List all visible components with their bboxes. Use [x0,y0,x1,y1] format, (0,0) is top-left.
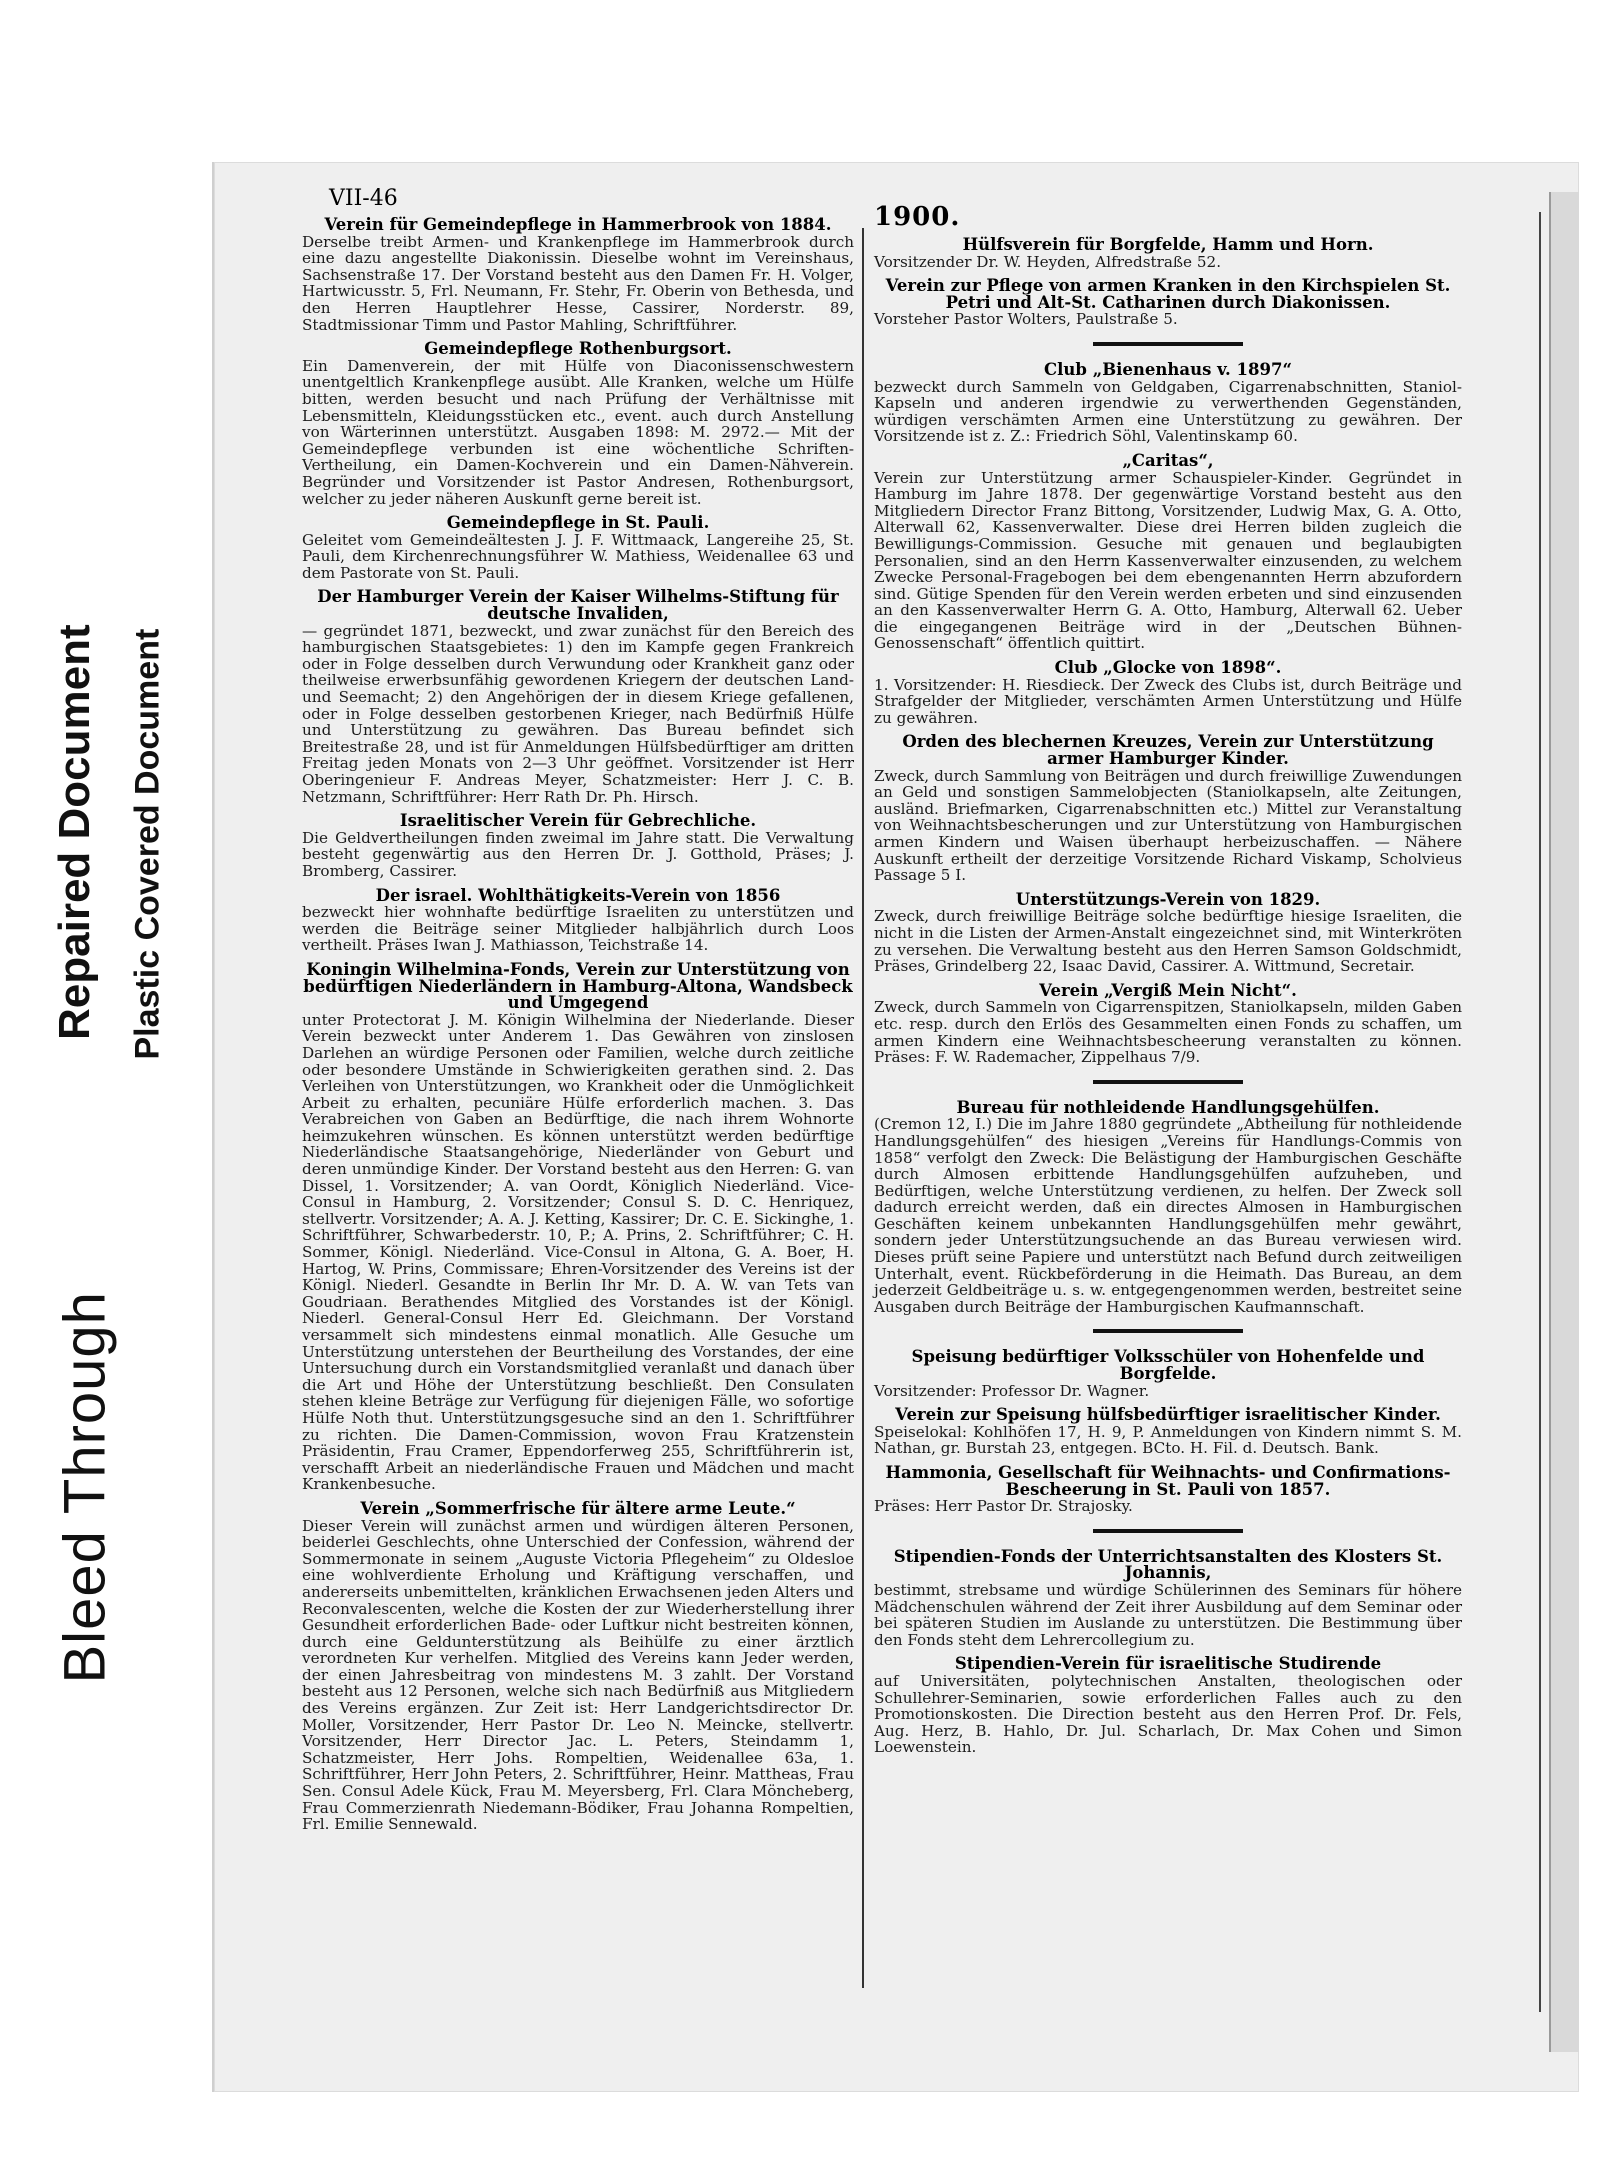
repaired-annotation: Repaired Document [50,624,99,1040]
entry-title: Stipendien-Fonds der Unterrichtsanstalten des Klosters St. Johannis, [893,1546,1443,1583]
entry-title: Club „Glocke von 1898“. [1054,658,1282,678]
entry-body: Vorsteher Pastor Wolters, Paulstraße 5. [874,310,1178,329]
entry-body: Ein Damenverein, der mit Hülfe von Diaconissenschwestern unentgeltlich Krankenpflege ausübt. Alle Kranken, welche um Hülfe bitten, werden besucht und nach Prüfung der Verhältnisse mit Lebensmitteln, Kleidungsstücken etc., event. auch durch Anstellung von Wärterinnen unterstützt. Ausgaben 1898: M. 2972.— Mit der Gemeindepflege verbunden ist eine wöchentliche Schriften-Vertheilung, ein Damen-Kochverein und ein Damen-Nähverein. Begründer und Vorsitzender ist Pastor Andresen, Rothenburgsort, welcher zu jeder näheren Auskunft gerne bereit ist. [302,356,854,508]
entry-title: Verein zur Pflege von armen Kranken in den Kirchspielen St. Petri und Alt-St. Catharinen durch Diakonissen. [885,276,1451,312]
entry-body: Vorsitzender Dr. W. Heyden, Alfredstraße 52. [874,252,1222,271]
entry-body: Die Geldvertheilungen finden zweimal im Jahre statt. Die Verwaltung besteht gegenwärtig aus den Herren Dr. J. Gotthold, Präses; J. Bromberg, Cassirer. [302,828,854,880]
entry-title: Stipendien-Verein für israelitische Studirende [954,1654,1382,1674]
entry-wilhelmina-fonds [302,959,854,1494]
entry-title: Gemeindepflege in St. Pauli. [446,513,710,533]
entry-body: Präses: Herr Pastor Dr. Strajosky. [874,1497,1133,1516]
entry-title: Hammonia, Gesellschaft für Weihnachts- und Confirmations-Bescheerung in St. Pauli von 1857. [885,1463,1451,1499]
bleed-through-annotation: Bleed Through [52,1291,118,1684]
page-year: 1900. [874,202,961,232]
entry-vergiss-mein-nicht [874,980,1462,1067]
entry-body: Zweck, durch Sammlung von Beiträgen und durch freiwillige Zuwendungen an Geld und sonstigen Sammelobjecten (Staniolkapseln, alte Zeitungen, ausländ. Briefmarken, Cigarrenabschnitten etc.) Mittel zur Veranstaltung von Weihnachtsbescherungen und zur Unterstützung von Hamburgischen armen Kindern und Waisen überhaupt herbeizuschaffen. — Nähere Auskunft ertheilt der derzeitige Vorsitzende Richard Viskamp, Scholvieus Passage 5 I. [874,766,1462,885]
section-separator [1093,1329,1243,1333]
entry-body: bestimmt, strebsame und würdige Schülerinnen des Seminars für höhere Mädchenschulen während der Zeit ihrer Ausbildung auf dem Seminar oder bei späteren Studien im Auslande zu unterstützen. Die Bestimmung über den Fonds steht dem Lehrercollegium zu. [874,1580,1462,1649]
entry-stipendien-israelitisch [874,1656,1462,1756]
entry-hammonia [874,1465,1462,1515]
entry-body: Dieser Verein will zunächst armen und würdigen älteren Personen, beiderlei Geschlechts, ohne Unterschied der Confession, während der Sommermonate in seinem „Auguste Victoria Pflegeheim“ zu Oldesloe eine wohlverdiente Erholung und Kräftigung verschaffen, und andererseits unbemittelten, kränklichen Erwachsenen jeden Alters und Reconvalescenten, welche die Kosten der zur Wiederherstellung ihrer Gesundheit erforderlichen Bade- oder Luftkur nicht bestreiten können, durch eine Geldunterstützung als Beihülfe zu einer ärztlich verordneten Kur verhelfen. Mitglied des Vereins kann Jeder werden, der einen Jahresbeitrag von mindestens M. 3 zahlt. Der Vorstand besteht aus 12 Personen, welche sich nach Bedürfniß aus Mitgliedern des Vereins ergänzen. Zur Zeit ist: Herr Landgerichtsdirector Dr. Moller, Vorsitzender, Herr Pastor Dr. Leo N. Meincke, stellvertr. Vorsitzender, Herr Director Jac. L. Peters, Steindamm 1, Schatzmeister, Herr Johs. Rompeltien, Weidenallee 63a, 1. Schriftführer, Herr John Peters, 2. Schriftführer, Heinr. Mattheas, Frau Sen. Consul Adele Kück, Frau M. Meyersberg, Frl. Clara Möncheberg, Frau Commerzienrath Niedemann-Bödiker, Frau Johanna Rompeltien, Frl. Emilie Sennewald. [302,1516,854,1834]
entry-body: Derselbe treibt Armen- und Krankenpflege im Hammerbrook durch eine dazu angestellte Diakonissin. Dieselbe wohnt im Vereinshaus, Sachsenstraße 17. Der Vorstand besteht aus den Damen Fr. H. Volger, Hartwicusstr. 5, Frl. Neumann, Fr. Stehr, Fr. Oberin von Bethesda, und den Herren Hauptlehrer Hesse, Cassirer, Norderstr. 89, Stadtmissionar Timm und Pastor Mahling, Schriftführer. [302,232,854,334]
right-rule [1539,212,1541,2012]
scanned-page [212,162,1579,2092]
entry-body: unter Protectorat J. M. Königin Wilhelmina der Niederlande. Dieser Verein bezweckt unter Anderem 1. Das Gewähren von zinslosen Darlehen an würdige Personen oder Familien, welche durch zeitliche oder besondere Umstände in Schwierigkeiten gerathen sind. 2. Das Verleihen von Unterstützungen, wo Krankheit oder die Unmöglichkeit Arbeit zu erhalten, pecuniäre Hülfe erforderlich machen. 3. Das Verabreichen von Gaben an Bedürftige, die nach ihrem Wohnorte heimzukehren wünschen. Es können unterstützt werden bedürftige Niederländische Staatsangehörige, Niederländer von Geburt und deren unmündige Kinder. Der Vorstand besteht aus den Herren: G. van Dissel, 1. Vorsitzender; A. van Oordt, Königlich Niederländ. Vice-Consul in Hamburg, 2. Vorsitzender; Consul S. D. C. Henriquez, stellvertr. Vorsitzender; A. A. J. Ketting, Kassirer; Dr. C. E. Sickinghe, 1. Schriftführer, Schwarbederstr. 10, P.; A. Prins, 2. Schriftführer; C. H. Sommer, Königl. Niederländ. Vice-Consul in Altona, G. A. Boer, H. Hartog, W. Prins, Commissare; Ehren-Vorsitzender des Vereins ist der Königl. Niederl. Gesandte in Berlin Ihr Mr. D. A. W. van Tets van Goudriaan. Berathendes Mitglied des Vorstandes ist der Königl. Niederl. General-Consul Herr Ed. Gleichmann. Der Vorstand versammelt sich mindestens einmal monatlich. Alle Gesuche um Unterstützung unterstehen der Beurtheilung des Vorstandes, der eine Untersuchung durch ein Vorstandsmitglied veranlaßt und danach über die Art und Höhe der Unterstützung beschließt. Den Consulaten stehen kleine Beträge zur Verfügung für diejenigen Fälle, wo sofortige Hülfe Noth thut. Unterstützungsgesuche sind an den 1. Schriftführer zu richten. Die Damen-Commission, wovon Frau Kratzenstein Präsidentin, Frau Cramer, Eppendorferweg 255, Schriftführerin ist, verschafft Arbeit an niederländische Frauen und Mädchen und macht Krankenbesuche. [302,1010,854,1494]
entry-body: Vorsitzender: Professor Dr. Wagner. [874,1381,1150,1400]
entry-title: Hülfsverein für Borgfelde, Hamm und Horn. [962,235,1374,254]
column-divider [862,228,864,1988]
entry-speisung-israelitisch [874,1407,1462,1457]
entry-body: — gegründet 1871, bezweckt, und zwar zunächst für den Bereich des hamburgischen Staatsgebietes: 1) den im Kampfe gegen Frankreich oder in Folge desselben durch Verwundung oder Krankheit ganz oder theilweise erwerbsunfähig gewordenen Kriegern der deutschen Land- und Seemacht; 2) den Angehörigen der in diesem Kriege gefallenen, oder in Folge desselben gestorbenen Krieger, nach Bedürfniß Hülfe und Unterstützung zu gewähren. Das Bureau befindet sich Breitestraße 28, und ist für Anmeldungen Hülfsbedürftiger am dritten Freitag jeden Monats von 2—3 Uhr geöffnet. Vorsitzender ist Herr Oberingenieur F. Andreas Meyer, Schatzmeister: Herr J. C. B. Netzmann, Schriftführer: Herr Rath Dr. Ph. Hirsch. [302,621,854,806]
entry-body: auf Universitäten, polytechnischen Anstalten, theologischen oder Schullehrer-Seminarien, sowie erforderlichen Falles auch zu den Promotionskosten. Die Direction besteht aus den Herren Prof. Dr. Fels, Aug. Herz, B. Hahlo, Dr. Jul. Scharlach, Dr. Max Cohen und Simon Loewenstein. [874,1671,1462,1757]
entry-title: Speisung bedürftiger Volksschüler von Hohenfelde und Borgfelde. [911,1347,1425,1384]
section-separator [1093,342,1243,346]
entry-caritas [874,450,1462,653]
entry-body: 1. Vorsitzender: H. Riesdieck. Der Zweck des Clubs ist, durch Beiträge und Strafgelder der Mitglieder, verschämten Armen Unterstützung und Hülfe zu gewähren. [874,675,1462,727]
plastic-annotation: Plastic Covered Document [128,628,167,1060]
entry-st-petri [874,278,1462,328]
entry-kaiser-wilhelms-stiftung [302,589,854,805]
section-separator [1093,1080,1243,1084]
page-edge [1549,192,1579,2052]
entry-title: Bureau für nothleidende Handlungsgehülfen. [956,1097,1380,1117]
section-separator [1093,1529,1243,1533]
entry-rothenburgsort [302,341,854,507]
entry-title: Verein für Gemeindepflege in Hammerbrook von 1884. [324,215,832,234]
entry-body: Zweck, durch freiwillige Beiträge solche bedürftige hiesige Israeliten, die nicht in die Listen der Armen-Anstalt eingezeichnet sind, mit Winterkröten zu versehen. Die Verwaltung besteht aus den Herren Samson Goldschmidt, Präses, Grindelberg 22, Isaac David, Cassirer. A. Wittmund, Secretair. [874,907,1462,976]
entry-title: „Caritas“, [1122,450,1214,470]
entry-title: Israelitischer Verein für Gebrechliche. [399,811,757,831]
entry-body: Zweck, durch Sammeln von Cigarrenspitzen, Staniolkapseln, milden Gaben etc. resp. durch den Erlös des Gesammelten einen Fonds zu schaffen, um armen Kindern eine Weihnachtsbescheerung veranstalten zu können. Präses: F. W. Rademacher, Zippelhaus 7/9. [874,998,1462,1067]
entry-blechernes-kreuz [874,734,1462,883]
entry-st-pauli [302,515,854,581]
left-column [302,217,854,1841]
entry-stipendien-johannis [874,1546,1462,1649]
entry-title: Der Hamburger Verein der Kaiser Wilhelms-Stiftung für deutsche Invaliden, [317,587,839,624]
entry-speisung-volksschueler [874,1349,1462,1399]
entry-title: Unterstützungs-Verein von 1829. [1015,889,1321,909]
entry-sommerfrische [302,1498,854,1834]
entry-handlungsgehuelfen [874,1097,1462,1316]
entry-title: Orden des blechernen Kreuzes, Verein zur Unterstützung armer Hamburger Kinder. [902,732,1434,769]
entry-wohlthaetigkeits-verein [302,885,854,955]
entry-body: Verein zur Unterstützung armer Schauspieler-Kinder. Gegründet in Hamburg im Jahre 1878. Der gegenwärtige Vorstand besteht aus den Mitgliedern Director Franz Bittong, Vorsitzender, Ludwig Max, G. A. Otto, Alterwall 62, Kassenverwalter. Diese drei Herren bilden zugleich die Bewilligungs-Commission. Gesuche mit genauen und beglaubigten Personalien, sind an den Herrn Kassenverwalter einzusenden, zu welchem Zwecke Personal-Fragebogen bei dem ebengenannten Herrn abzufordern sind. Gütige Spenden für den Verein werden erbeten und sind einzusenden an den Kassenverwalter Herrn G. A. Otto, Hamburg, Alterwall 62. Ueber die eingegangenen Beiträge wird in der „Deutschen Bühnen-Genossenschaft“ öffentlich quittirt. [874,468,1462,653]
entry-body: Speiselokal: Kohlhöfen 17, H. 9, P. Anmeldungen von Kindern nimmt S. M. Nathan, gr. Burstah 23, entgegen. BCto. H. Fil. d. Deutsch. Bank. [874,1422,1462,1458]
entry-body: (Cremon 12, I.) Die im Jahre 1880 gegründete „Abtheilung für nothleidende Handlungsgehülfen“ des hiesigen „Vereins für Handlungs-Commis von 1858“ verfolgt den Zweck: Die Belästigung der Hamburgischen Geschäfte durch Almosen erbittende Handlungsgehülfen aufzuheben, und Bedürftigen, welche Unterstützung verdienen, zu helfen. Der Zweck soll dadurch erreicht werden, daß ein directes Almosen in Hamburgischen Geschäften keinem unbekannten Handlungsgehülfen mehr gewährt, sondern jeder Unterstützungsuchende an das Bureau verwiesen wird. Dieses prüft seine Papiere und unterstützt nach Befund durch zeitweiligen Unterhalt, event. Rückbeförderung in die Heimath. Das Bureau, an dem jederzeit Geldbeiträge u. s. w. entgegengenommen werden, bestreitet seine Ausgaben durch Beiträge der Hamburgischen Kaufmannschaft. [874,1115,1462,1316]
entry-hammerbrook [302,217,854,333]
entry-title: Koningin Wilhelmina-Fonds, Verein zur Unterstützung von bedürftigen Niederländern in Hamburg-Altona, Wandsbeck und Umgegend [303,959,853,1013]
entry-title: Verein „Sommerfrische für ältere arme Leute.“ [360,1498,796,1518]
entry-body: bezweckt durch Sammeln von Geldgaben, Cigarrenabschnitten, Staniol-Kapseln und anderen irgendwie zu verwerthenden Gegenständen, würdigen verschämten Armen eine Unterstützung zu gewähren. Der Vorsitzende ist z. Z.: Friedrich Söhl, Valentinskamp 60. [874,377,1462,446]
entry-body: Geleitet vom Gemeindeältesten J. J. F. Wittmaack, Langereihe 25, St. Pauli, dem Kirchenrechnungsführer W. Mathiess, Weidenallee 63 und dem Pastorate von St. Pauli. [302,530,854,582]
entry-gebrechliche [302,813,854,879]
entry-unterstuetzungs-verein [874,889,1462,976]
entry-glocke [874,660,1462,726]
entry-title: Der israel. Wohlthätigkeits-Verein von 1856 [375,885,781,905]
entry-bienenhaus [874,359,1462,446]
entry-title: Verein „Vergiß Mein Nicht“. [1039,980,1297,1000]
entry-title: Gemeindepflege Rothenburgsort. [424,339,732,359]
page-label: VII-46 [329,186,398,211]
entry-title: Club „Bienenhaus v. 1897“ [1044,359,1292,379]
entry-title: Verein zur Speisung hülfsbedürftiger israelitischer Kinder. [895,1405,1441,1425]
entry-body: bezweckt hier wohnhafte bedürftige Israeliten zu unterstützen und werden die Beiträge seiner Mitglieder halbjährlich durch Loos vertheilt. Präses Iwan J. Mathiasson, Teichstraße 14. [302,903,854,955]
entry-borgfelde [874,237,1462,270]
right-column [874,237,1462,1764]
